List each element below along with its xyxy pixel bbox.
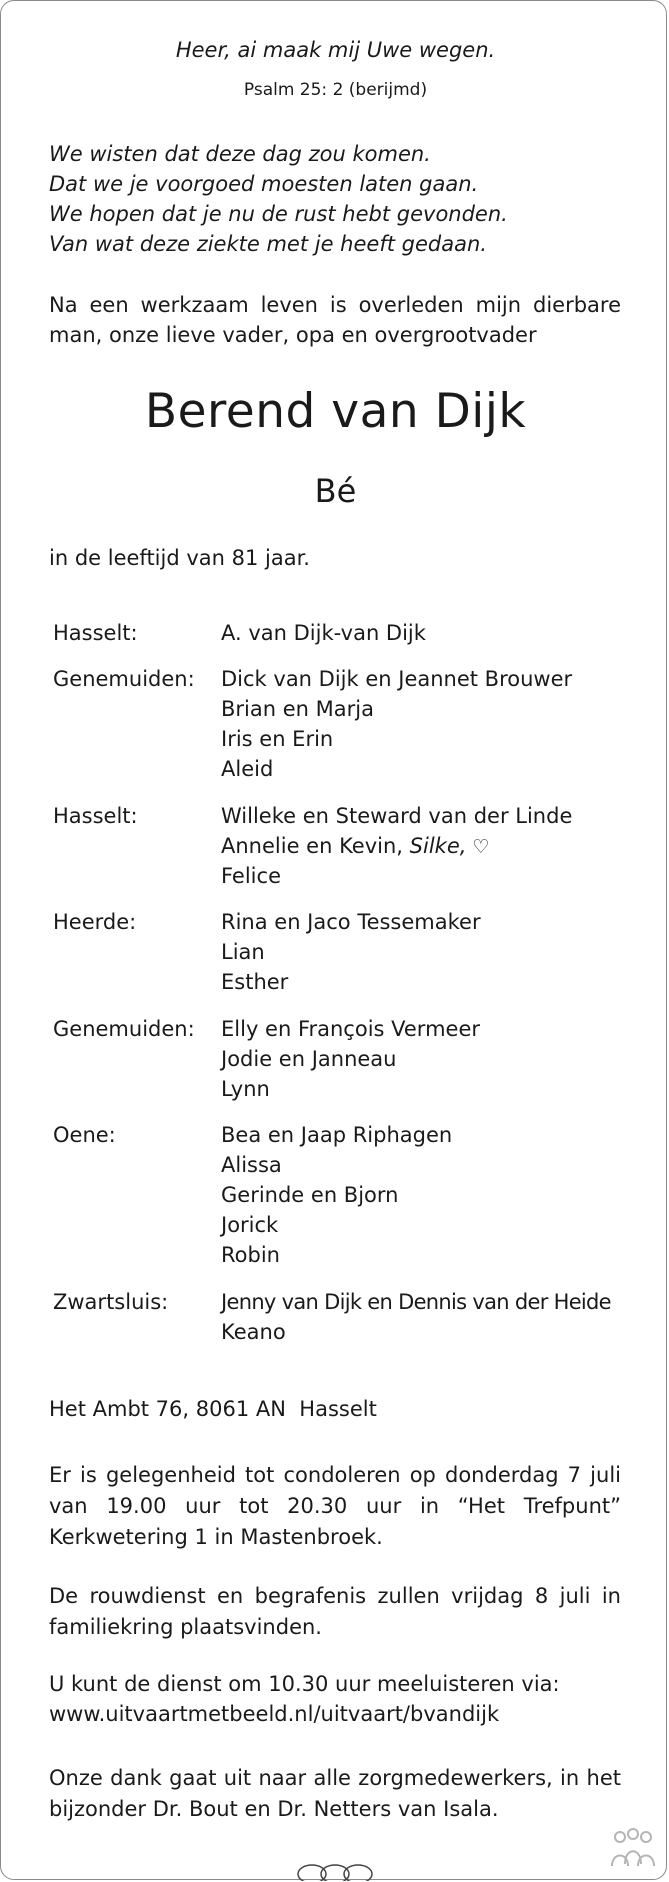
deceased-nickname: Bé	[314, 472, 357, 510]
family-name: Jenny van Dijk en Dennis van der Heide	[221, 1290, 611, 1314]
poem-line: We hopen dat je nu de rust hebt gevonden.	[49, 202, 508, 226]
family-name: Aleid	[221, 757, 274, 781]
family-place: Zwartsluis:	[53, 1290, 169, 1314]
family-place: Genemuiden:	[53, 1017, 195, 1041]
three-rings-icon	[295, 1863, 375, 1881]
poem-line: We wisten dat deze dag zou komen.	[49, 142, 431, 166]
intro-line: man, onze lieve vader, opa en overgrootvader	[49, 323, 537, 347]
family-name: Rina en Jaco Tessemaker	[221, 910, 481, 934]
family-name: Willeke en Steward van der Linde	[221, 804, 573, 828]
family-place: Hasselt:	[53, 621, 138, 645]
family-name-with-deceased	[221, 834, 489, 858]
family-name: Alissa	[221, 1153, 282, 1177]
heart-icon: ♡	[472, 836, 490, 858]
family-place: Genemuiden:	[53, 667, 195, 691]
family-name: Elly en François Vermeer	[221, 1017, 481, 1041]
family-name: Iris en Erin	[221, 727, 334, 751]
deceased-grandchild: Silke,	[409, 834, 467, 858]
family-name: Dick van Dijk en Jeannet Brouwer	[221, 667, 573, 691]
family-name: Gerinde en Bjorn	[221, 1183, 399, 1207]
motto-source: Psalm 25: 2 (berijmd)	[243, 80, 428, 100]
family-name: Bea en Jaap Riphagen	[221, 1123, 453, 1147]
family-name: Lian	[221, 940, 265, 964]
family-place: Oene:	[53, 1123, 116, 1147]
family-name: Brian en Marja	[221, 697, 374, 721]
poem-line: Dat we je voorgoed moesten laten gaan.	[49, 172, 479, 196]
poem-line: Van wat deze ziekte met je heeft gedaan.	[49, 232, 487, 256]
address: Het Ambt 76, 8061 AN Hasselt	[49, 1397, 377, 1421]
service-paragraph: De rouwdienst en begrafenis zullen vrijdag 8 juli in familiekring plaatsvinden.	[49, 1584, 621, 1639]
thanks-paragraph: Onze dank gaat uit naar alle zorgmedewerkers, in het bijzonder Dr. Bout en Dr. Netters van Isala.	[49, 1766, 621, 1821]
family-place: Heerde:	[53, 910, 137, 934]
family-place: Hasselt:	[53, 804, 138, 828]
stream-line: U kunt de dienst om 10.30 uur meeluisteren via:	[49, 1672, 560, 1696]
family-name: Jorick	[221, 1213, 279, 1237]
family-name: Felice	[221, 864, 281, 888]
family-name: Robin	[221, 1243, 280, 1267]
family-figures-icon	[607, 1828, 659, 1868]
family-name: Keano	[221, 1320, 286, 1344]
family-name: Annelie en Kevin,	[221, 834, 410, 858]
stream-url: www.uitvaartmetbeeld.nl/uitvaart/bvandijk	[49, 1702, 500, 1726]
family-name: Lynn	[221, 1077, 270, 1101]
deceased-name: Berend van Dijk	[144, 384, 527, 439]
family-name: Jodie en Janneau	[221, 1047, 397, 1071]
age-text: in de leeftijd van 81 jaar.	[49, 546, 310, 570]
condolence-paragraph: Er is gelegenheid tot condoleren op donderdag 7 juli van 19.00 uur tot 20.30 uur in “Het Trefpunt” Kerkwetering 1 in Mastenbroek.	[49, 1463, 621, 1549]
family-name: Esther	[221, 970, 289, 994]
intro-line: Na een werkzaam leven is overleden mijn dierbare	[49, 293, 621, 317]
family-name: A. van Dijk-van Dijk	[221, 621, 426, 645]
motto-text: Heer, ai maak mij Uwe wegen.	[175, 38, 496, 62]
